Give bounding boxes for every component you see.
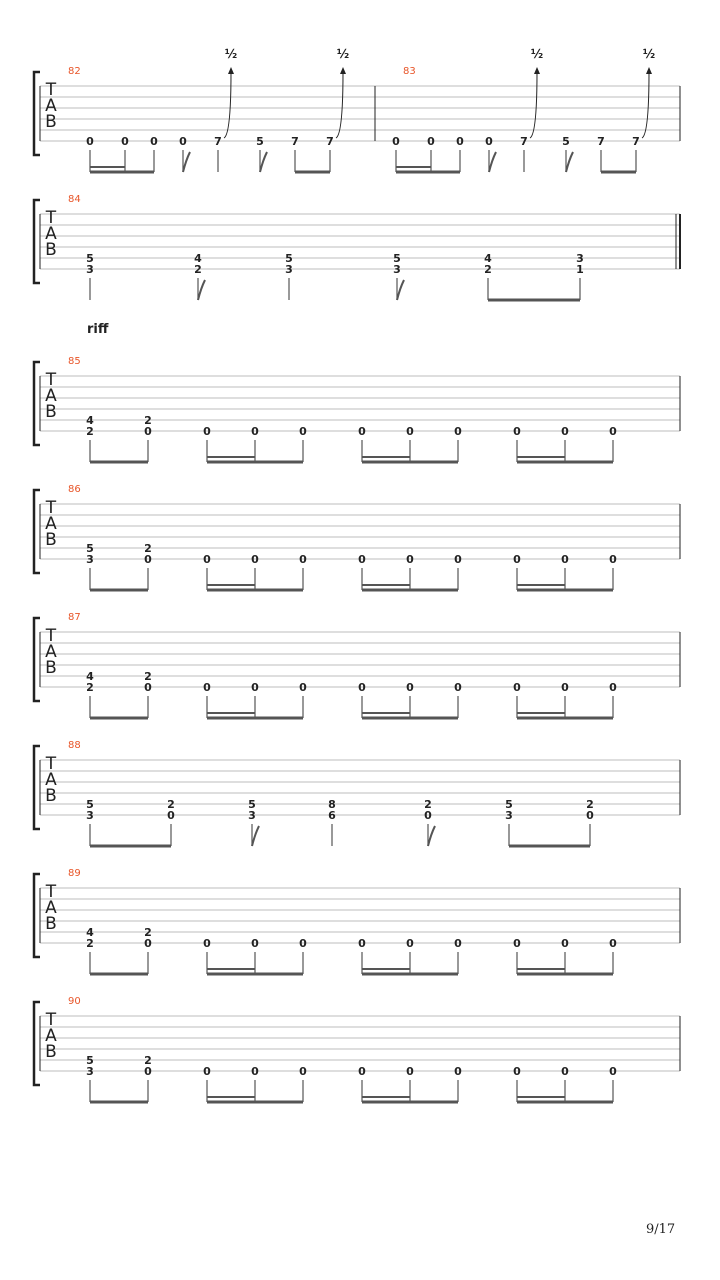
system-bracket [34,746,40,829]
bend-curve [530,72,537,138]
fret-number: 2 [144,1054,152,1067]
tab-clef-letter: A [45,770,57,790]
bend-curve [642,72,649,138]
fret-number: 7 [326,135,334,148]
fret-number: 3 [248,809,256,822]
fret-number: 0 [167,809,175,822]
fret-number: 0 [454,425,462,438]
tab-clef-letter: A [45,96,57,116]
fret-number: 5 [505,798,513,811]
fret-number: 0 [513,553,521,566]
fret-number: 7 [632,135,640,148]
fret-number: 2 [86,425,94,438]
tab-clef-letter: B [45,914,57,934]
note-flag [183,152,190,172]
fret-number: 0 [609,553,617,566]
fret-number: 2 [86,937,94,950]
fret-number: 2 [484,263,492,276]
measure-number: 86 [68,484,81,495]
fret-number: 0 [561,425,569,438]
fret-number: 7 [520,135,528,148]
fret-number: 2 [194,263,202,276]
bend-arrow-head [534,67,540,74]
fret-number: 0 [609,425,617,438]
bend-arrow-head [646,67,652,74]
fret-number: 0 [406,1065,414,1078]
fret-number: 0 [203,425,211,438]
measure-number: 84 [68,194,81,205]
bend-arrow-head [228,67,234,74]
fret-number: 3 [505,809,513,822]
note-flag [397,280,404,300]
fret-number: 0 [513,937,521,950]
fret-number: 0 [251,937,259,950]
fret-number: 5 [248,798,256,811]
fret-number: 0 [299,681,307,694]
fret-number: 0 [299,553,307,566]
fret-number: 0 [203,681,211,694]
bend-curve [224,72,231,138]
tab-clef-letter: B [45,786,57,806]
fret-number: 5 [256,135,264,148]
measure-number: 88 [68,740,81,751]
measure-number: 85 [68,356,81,367]
fret-number: 2 [586,798,594,811]
fret-number: 0 [358,937,366,950]
system-bracket [34,72,40,155]
fret-number: 2 [144,542,152,555]
bend-amount: ½ [336,47,350,61]
system-bracket [34,362,40,445]
fret-number: 0 [203,1065,211,1078]
fret-number: 0 [424,809,432,822]
fret-number: 0 [358,681,366,694]
fret-number: 4 [484,252,492,265]
fret-number: 0 [456,135,464,148]
fret-number: 0 [203,937,211,950]
measure-number: 90 [68,996,81,1007]
fret-number: 3 [86,809,94,822]
fret-number: 0 [144,553,152,566]
system-bracket [34,200,40,283]
fret-number: 0 [561,681,569,694]
fret-number: 0 [609,681,617,694]
fret-number: 1 [576,263,584,276]
system-bracket [34,618,40,701]
fret-number: 0 [406,937,414,950]
note-flag [260,152,267,172]
fret-number: 7 [597,135,605,148]
fret-number: 5 [86,542,94,555]
fret-number: 5 [393,252,401,265]
fret-number: 0 [454,681,462,694]
tab-clef-letter: B [45,530,57,550]
fret-number: 0 [299,425,307,438]
fret-number: 4 [194,252,202,265]
fret-number: 0 [299,1065,307,1078]
fret-number: 2 [167,798,175,811]
fret-number: 0 [485,135,493,148]
measure-number: 89 [68,868,81,879]
fret-number: 0 [150,135,158,148]
tab-clef-letter: T [45,754,57,774]
tab-clef-letter: B [45,240,57,260]
fret-number: 2 [144,414,152,427]
tab-clef-letter: T [45,370,57,390]
tab-clef-letter: B [45,112,57,132]
fret-number: 0 [251,1065,259,1078]
fret-number: 0 [454,1065,462,1078]
tab-clef-letter: A [45,386,57,406]
system-bracket [34,1002,40,1085]
fret-number: 0 [513,425,521,438]
tab-clef-letter: T [45,1010,57,1030]
fret-number: 0 [454,553,462,566]
bend-amount: ½ [224,47,238,61]
fret-number: 2 [424,798,432,811]
bend-arrow-head [340,67,346,74]
fret-number: 0 [358,425,366,438]
fret-number: 0 [513,1065,521,1078]
fret-number: 0 [251,681,259,694]
measure-number: 87 [68,612,81,623]
fret-number: 0 [406,681,414,694]
fret-number: 0 [203,553,211,566]
note-flag [489,152,496,172]
fret-number: 0 [561,553,569,566]
fret-number: 3 [86,1065,94,1078]
fret-number: 8 [328,798,336,811]
fret-number: 0 [406,553,414,566]
fret-number: 7 [291,135,299,148]
fret-number: 0 [179,135,187,148]
note-flag [252,826,259,846]
fret-number: 6 [328,809,336,822]
tab-clef-letter: A [45,898,57,918]
fret-number: 5 [86,798,94,811]
section-label-riff: riff [87,322,109,337]
fret-number: 4 [86,414,94,427]
fret-number: 4 [86,670,94,683]
fret-number: 3 [576,252,584,265]
fret-number: 0 [251,553,259,566]
system-bracket [34,874,40,957]
fret-number: 0 [251,425,259,438]
fret-number: 0 [144,937,152,950]
measure-number: 83 [403,66,416,77]
fret-number: 0 [586,809,594,822]
fret-number: 0 [406,425,414,438]
fret-number: 4 [86,926,94,939]
fret-number: 0 [121,135,129,148]
tab-clef-letter: A [45,642,57,662]
tab-clef-letter: B [45,658,57,678]
fret-number: 0 [454,937,462,950]
note-flag [198,280,205,300]
fret-number: 0 [561,937,569,950]
tab-clef-letter: B [45,402,57,422]
fret-number: 2 [144,926,152,939]
fret-number: 0 [144,425,152,438]
note-flag [428,826,435,846]
fret-number: 0 [513,681,521,694]
fret-number: 5 [86,1054,94,1067]
fret-number: 7 [214,135,222,148]
fret-number: 3 [285,263,293,276]
note-flag [566,152,573,172]
fret-number: 0 [86,135,94,148]
fret-number: 0 [609,937,617,950]
bend-amount: ½ [530,47,544,61]
fret-number: 0 [427,135,435,148]
fret-number: 0 [358,1065,366,1078]
fret-number: 3 [393,263,401,276]
tab-clef-letter: T [45,208,57,228]
fret-number: 5 [285,252,293,265]
tab-clef-letter: A [45,1026,57,1046]
tab-clef-letter: A [45,514,57,534]
fret-number: 0 [299,937,307,950]
tab-clef-letter: T [45,626,57,646]
tab-clef-letter: T [45,498,57,518]
fret-number: 2 [144,670,152,683]
tab-clef-letter: A [45,224,57,244]
tab-clef-letter: T [45,80,57,100]
fret-number: 0 [144,1065,152,1078]
tab-clef-letter: B [45,1042,57,1062]
system-bracket [34,490,40,573]
fret-number: 3 [86,263,94,276]
fret-number: 0 [358,553,366,566]
fret-number: 0 [144,681,152,694]
bend-curve [336,72,343,138]
fret-number: 0 [561,1065,569,1078]
fret-number: 0 [392,135,400,148]
tab-clef-letter: T [45,882,57,902]
fret-number: 2 [86,681,94,694]
measure-number: 82 [68,66,81,77]
page-number: 9/17 [646,1222,676,1237]
fret-number: 3 [86,553,94,566]
fret-number: 5 [562,135,570,148]
bend-amount: ½ [642,47,656,61]
fret-number: 0 [609,1065,617,1078]
fret-number: 5 [86,252,94,265]
